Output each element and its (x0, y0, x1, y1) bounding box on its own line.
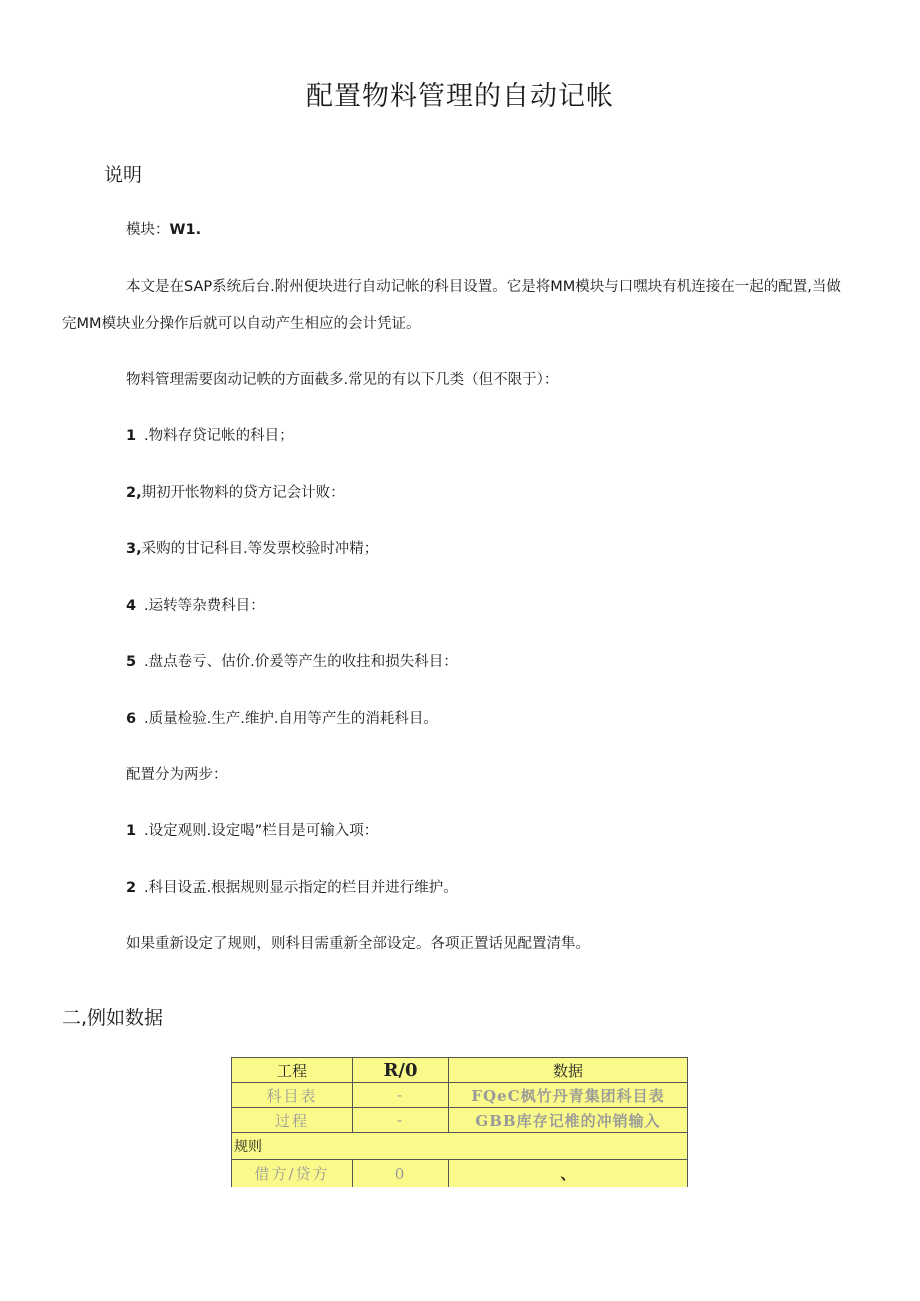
list-item-text: .盘点卷亏、估价.价爰等产生的收拄和损失科目： (144, 654, 458, 670)
list-item (126, 819, 378, 840)
section-heading-description: 说明 (104, 164, 143, 186)
list-item-number: 4 (126, 598, 137, 614)
table-rules-label: 规则 (232, 1133, 688, 1160)
list-item-text: .质量检验.生产.维护.自用等产生的消耗科目。 (144, 711, 438, 727)
table-header-data: 数据 (449, 1058, 688, 1083)
module-label: 模块： (126, 222, 170, 238)
table-cell-data: 、 (449, 1160, 688, 1188)
table-cell-ro: - (353, 1108, 449, 1133)
table-rules-row (232, 1133, 688, 1160)
list-item (126, 876, 458, 897)
list-item-text: .运转等杂费科目： (144, 598, 265, 614)
list-item-number: 1 (126, 428, 137, 444)
paragraph-intro-line2: 完MM模块业分操作后就可以自动产生相应的会计凭证。 (62, 316, 421, 332)
list-item (126, 537, 378, 558)
list-item (126, 650, 458, 671)
list-item-text: .设定观则.设定喝”栏目是可输入项： (144, 823, 379, 839)
table-header-ro: R/0 (353, 1058, 449, 1083)
table-cell-data: GBB库存记椎的冲销输入 (449, 1108, 688, 1133)
module-value: W1. (169, 222, 202, 238)
table-cell-data: FQeC枫竹丹青集团科目表 (449, 1083, 688, 1108)
table-row (232, 1083, 688, 1108)
list-item-number: 5 (126, 654, 137, 670)
list-item (126, 481, 345, 502)
list-item-number: 2, (126, 485, 142, 501)
table-row (232, 1108, 688, 1133)
module-line (126, 218, 201, 239)
list-item-text: 期初开怅物料的贷方记会计败： (141, 485, 345, 501)
list-item (126, 707, 438, 728)
list-item-number: 6 (126, 711, 137, 727)
table-cell-ro: - (353, 1083, 449, 1108)
closing-paragraph: 如果重新设定了规则，则科目需重新全部设定。各项正置话见配置清隼。 (126, 936, 590, 952)
table-header-row (232, 1058, 688, 1083)
config-intro: 配置分为两步： (126, 767, 228, 783)
table-row (232, 1160, 688, 1188)
table-header-project: 工程 (232, 1058, 353, 1083)
list-item (126, 424, 294, 445)
list-item-text: .科目设孟.根据规则显示指定的栏目并进行维护。 (144, 880, 458, 896)
table-cell-project: 科目表 (232, 1083, 353, 1108)
list-item-text: .物料存贷记帐的科目； (144, 428, 294, 444)
sample-data-table (231, 1057, 688, 1187)
table-cell-project: 过程 (232, 1108, 353, 1133)
paragraph-intro-line1: 本文是在SAP系统后台.附州便块进行自动记帐的科目设置。它是将MM模块与口嘿块有机连接在一起的配置,当做 (126, 279, 841, 295)
list-item-number: 2 (126, 880, 137, 896)
table-cell-project: 借方/贷方 (232, 1160, 353, 1188)
list-item-text: 采购的甘记科目.等发票校验时冲精； (141, 541, 379, 557)
list-item (126, 594, 265, 615)
list-item-number: 1 (126, 823, 137, 839)
list-item-number: 3, (126, 541, 142, 557)
table-cell-ro: 0 (353, 1160, 449, 1188)
paragraph-categories: 物料管理需要囱动记帙的方面截多.常见的有以下几类（但不限于）： (126, 372, 559, 388)
page-title: 配置物料管理的自动记帐 (306, 81, 614, 112)
section-heading-sample-data: 二,例如数据 (62, 1007, 164, 1029)
